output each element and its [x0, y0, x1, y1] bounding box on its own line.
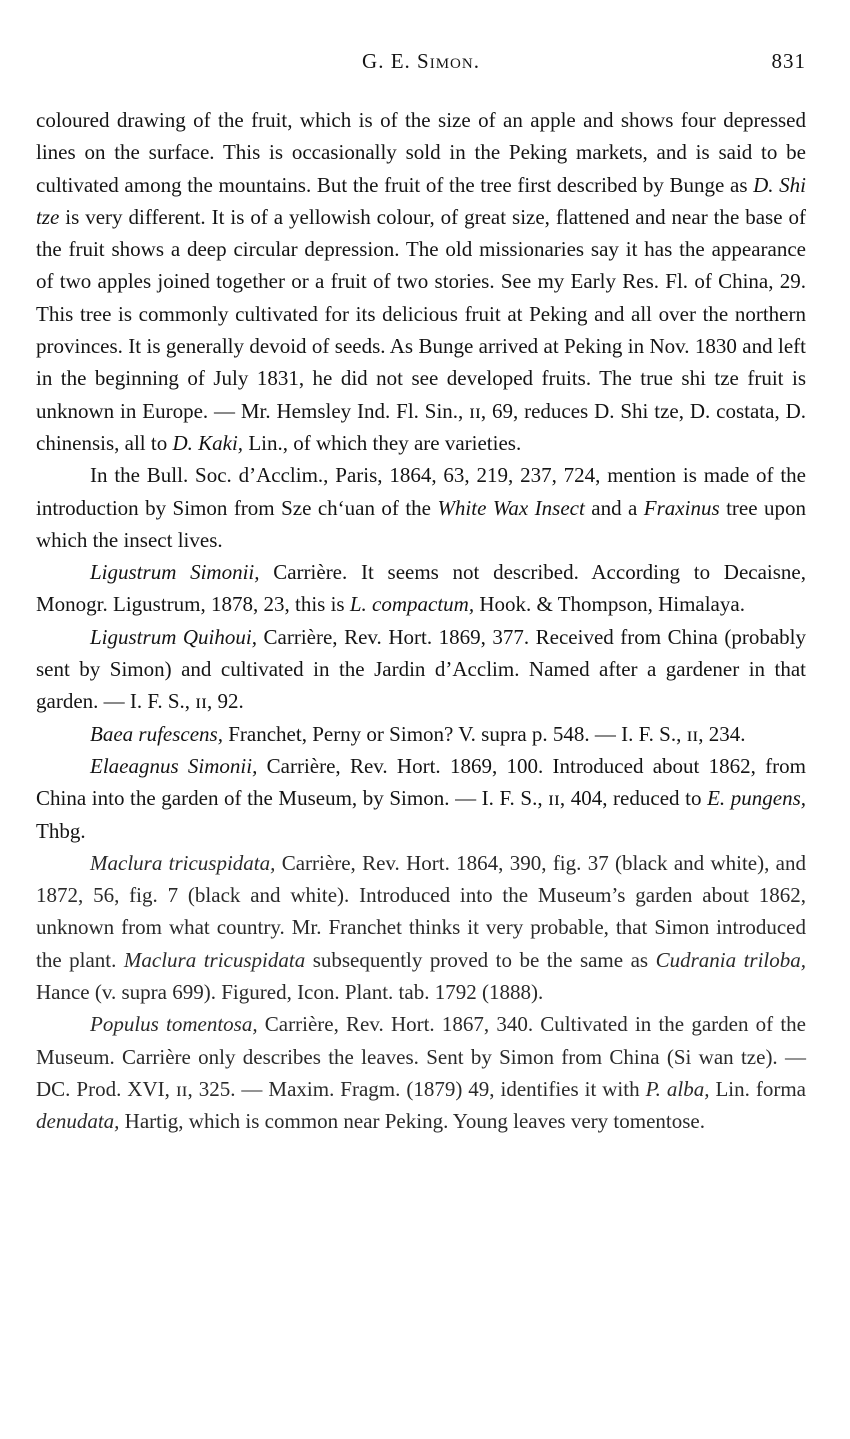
paragraph [36, 459, 806, 556]
paragraph [36, 104, 806, 459]
italic-text: White Wax Insect [437, 495, 585, 520]
text-run: subsequently proved to be the same as [305, 947, 656, 972]
italic-text: Ligustrum Simonii, [90, 560, 260, 585]
text-run: Franchet, Perny or Simon? V. supra p. 548. — I. F. S., ɪɪ, 234. [222, 721, 746, 746]
text-run: Lin. forma [709, 1076, 806, 1101]
italic-text: Cudrania triloba, [655, 947, 807, 972]
text-run: Thbg. [36, 818, 86, 843]
paragraph [36, 621, 806, 718]
document-page [36, 40, 806, 1138]
italic-text: D. Kaki, [172, 430, 244, 455]
page-number: 831 [771, 49, 806, 73]
text-run: In the Bull. Soc. d’Acclim., Paris, 1864, 63, 219, 237, 724, mention is made of the introduction by Simon from Sze ch‘uan of the [36, 463, 806, 520]
text-run: is very different. It is of a yellowish colour, of great size, flattened and near the base of the fruit shows a deep circular depression. The old missionaries say it has the appearance of two apples joined together or a fruit of two stories. See my Early Res. Fl. of China, 29. This tree is commonly cultivated for its delicious fruit at Peking and all over the northern provinces. It is generally devoid of seeds. As Bunge arrived at Peking in Nov. 1830 and left in the beginning of July 1831, he did not see developed fruits. The true shi tze fruit is unknown in Europe. — Mr. Hemsley Ind. Fl. Sin., ɪɪ, 69, reduces D. Shi tze, D. costata, D. chinensis, all to [36, 204, 806, 455]
italic-text: E. pungens, [707, 786, 806, 811]
text-run: Carrière. It seems not described. According to Decaisne, Monogr. Ligustrum, 1878, 23, this is [36, 560, 806, 617]
text-run: and a [584, 495, 644, 520]
page-header [36, 40, 806, 76]
italic-text: D. Shi tze [36, 172, 806, 229]
paragraph [36, 847, 806, 1008]
italic-text: Fraxinus [643, 495, 720, 520]
italic-text: Baea rufescens, [90, 721, 223, 746]
text-run: Carrière, Rev. Hort. 1867, 340. Cultivated in the garden of the Museum. Carrière only describes the leaves. Sent by Simon from China (Si wan tze). — DC. Prod. XVI, ɪɪ, 325. — Maxim. Fragm. (1879) 49, identifies it with [36, 1012, 806, 1101]
paragraph [36, 1008, 806, 1137]
italic-text: L. compactum, [349, 592, 475, 617]
text-run: Carrière, Rev. Hort. 1869, 100. Introduced about 1862, from China into the garden of the Museum, by Simon. — I. F. S., ɪɪ, 404, reduced to [36, 753, 806, 811]
italic-text: Maclura tricuspidata, [90, 850, 276, 875]
text-run: Lin., of which they are varieties. [243, 430, 522, 455]
paragraph [36, 718, 806, 750]
italic-text: P. alba, [645, 1076, 710, 1101]
text-run: tree upon which the insect lives. [36, 495, 806, 552]
text-run: Hartig, which is common near Peking. Young leaves very tomentose. [119, 1109, 705, 1134]
italic-text: Ligustrum Quihoui, [90, 624, 257, 649]
italic-text: Elaeagnus Simonii, [90, 753, 258, 778]
italic-text: denudata, [36, 1109, 120, 1134]
text-run: Hance (v. supra 699). Figured, Icon. Plant. tab. 1792 (1888). [36, 980, 544, 1005]
paragraph [36, 750, 806, 847]
text-run: Hook. & Thompson, Himalaya. [474, 592, 745, 617]
text-run: Carrière, Rev. Hort. 1864, 390, fig. 37 (black and white), and 1872, 56, fig. 7 (black and white). Introduced into the Museum’s garden about 1862, unknown from what country. Mr. Franchet thinks it very probable, that Simon introduced the plant. [36, 850, 807, 972]
paragraph [36, 556, 806, 621]
italic-text: Populus tomentosa, [90, 1012, 258, 1037]
text-run: coloured drawing of the fruit, which is of the size of an apple and shows four depressed lines on the surface. This is occasionally sold in the Peking markets, and is said to be cultivated among the mountains. But the fruit of the tree first described by Bunge as [36, 108, 806, 197]
body-text [36, 104, 806, 1138]
text-run: Carrière, Rev. Hort. 1869, 377. Received from China (probably sent by Simon) and cultivated in the Jardin d’Acclim. Named after a gardener in that garden. — I. F. S., ɪɪ, 92. [36, 624, 806, 714]
italic-text: Maclura tricuspidata [123, 947, 306, 972]
running-title: G. E. Simon. [362, 49, 480, 73]
